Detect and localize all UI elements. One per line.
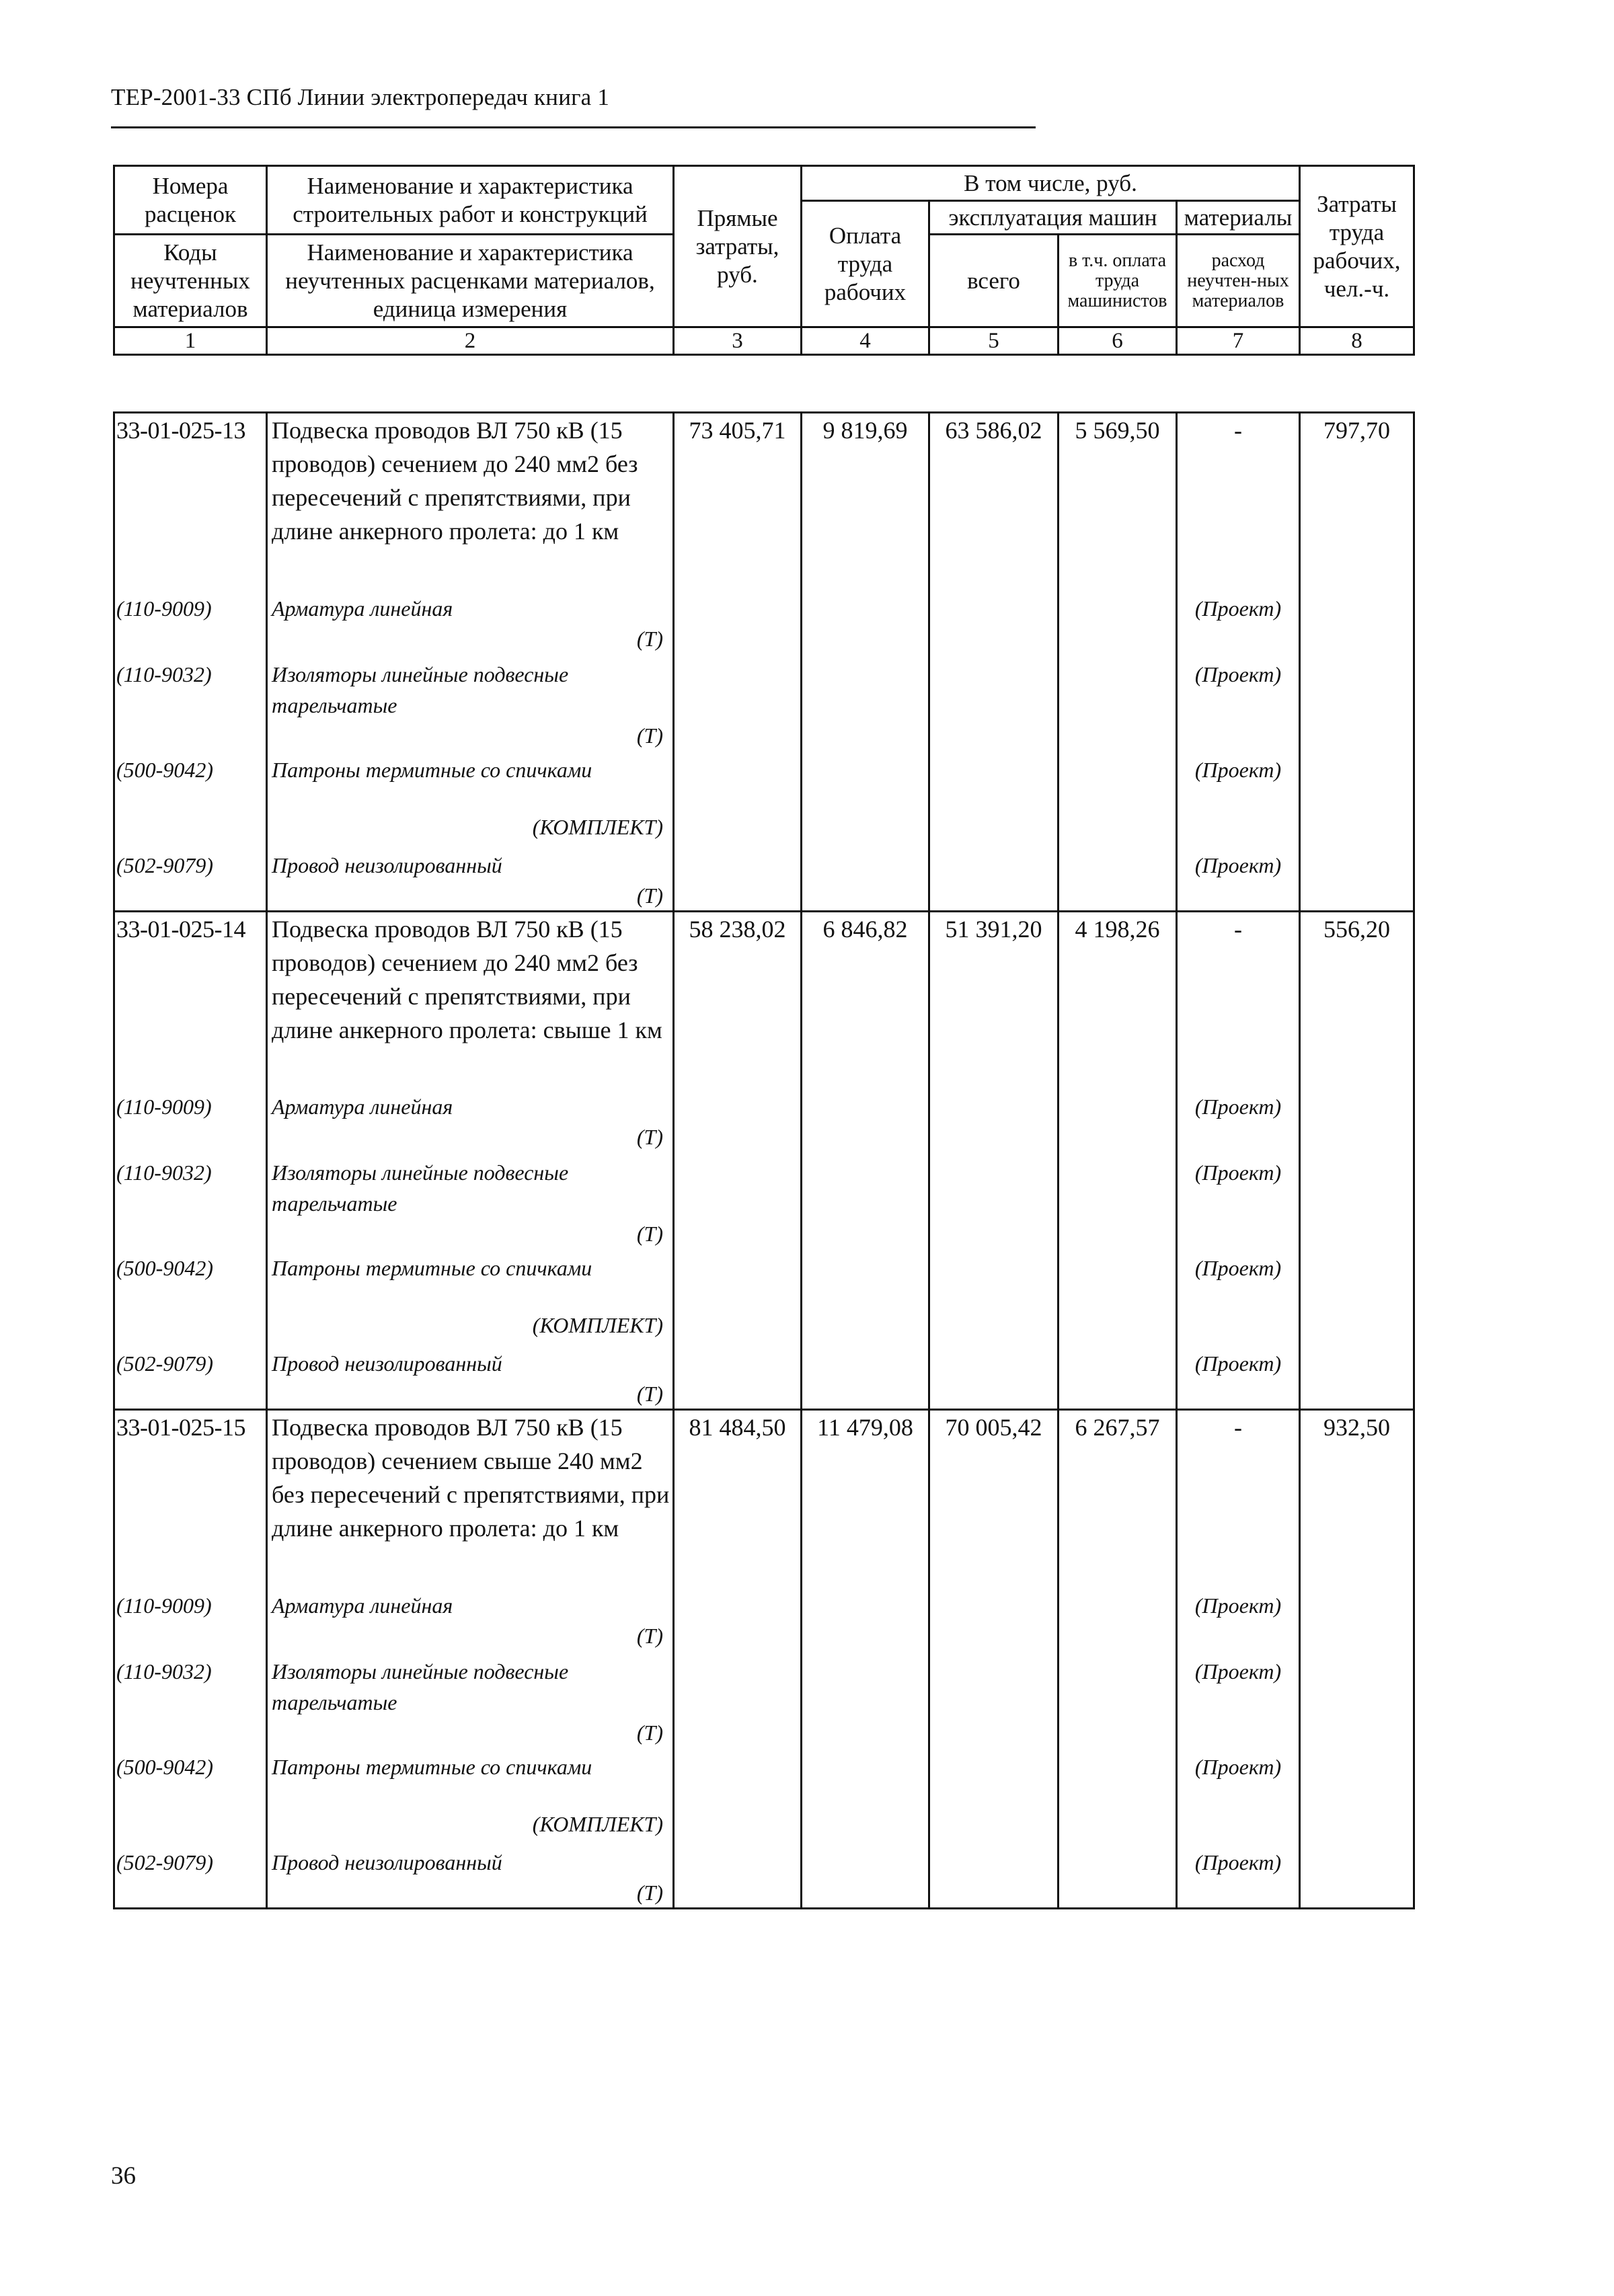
- empty-cell: [802, 1847, 929, 1909]
- material-row: [114, 1847, 1414, 1909]
- material-cell: [267, 1751, 674, 1847]
- material-cell: [267, 754, 674, 850]
- empty-cell: [674, 1348, 802, 1410]
- unaccounted-materials: -: [1177, 1410, 1300, 1590]
- labor-pay: 9 819,69: [802, 413, 929, 593]
- empty-cell: [802, 754, 929, 850]
- column-number: 5: [929, 327, 1059, 355]
- rate-code: 33-01-025-13: [114, 413, 267, 593]
- empty-cell: [1059, 850, 1177, 912]
- header-labor-pay: Оплата труда рабочих: [802, 201, 929, 327]
- material-row: [114, 1590, 1414, 1656]
- empty-cell: [674, 1091, 802, 1157]
- column-number: 4: [802, 327, 929, 355]
- material-name: Арматура линейная: [272, 596, 453, 621]
- material-cell: [267, 1348, 674, 1410]
- material-unit: (Т): [636, 1222, 663, 1246]
- material-row: [114, 593, 1414, 659]
- operators-pay: 5 569,50: [1059, 413, 1177, 593]
- empty-cell: [1059, 1091, 1177, 1157]
- empty-cell: [1059, 1590, 1177, 1656]
- empty-cell: [929, 1590, 1059, 1656]
- header-rule: [111, 126, 1036, 128]
- machines-total: 63 586,02: [929, 413, 1059, 593]
- material-unit: (Т): [636, 1382, 663, 1406]
- empty-cell: [1059, 1157, 1177, 1253]
- unaccounted-materials: -: [1177, 911, 1300, 1091]
- machines-total: 70 005,42: [929, 1410, 1059, 1590]
- empty-cell: [929, 659, 1059, 754]
- page-number: 36: [111, 2162, 136, 2190]
- material-unit: (Т): [636, 626, 663, 651]
- empty-cell: [929, 1847, 1059, 1909]
- empty-cell: [674, 659, 802, 754]
- labor-hours: 932,50: [1300, 1410, 1414, 1590]
- empty-cell: [1059, 1656, 1177, 1751]
- material-note: (Проект): [1177, 1656, 1300, 1751]
- material-unit: (КОМПЛЕКТ): [532, 814, 663, 839]
- direct-costs: 73 405,71: [674, 413, 802, 593]
- material-code: (502-9079): [114, 850, 267, 912]
- material-name: Патроны термитные со спичками: [272, 1754, 592, 1779]
- empty-cell: [1300, 1253, 1414, 1348]
- empty-cell: [929, 754, 1059, 850]
- material-cell: [267, 1656, 674, 1751]
- material-cell: [267, 1157, 674, 1253]
- empty-cell: [802, 1157, 929, 1253]
- material-note: (Проект): [1177, 1157, 1300, 1253]
- material-unit: (Т): [636, 1623, 663, 1648]
- material-cell: [267, 593, 674, 659]
- empty-cell: [1059, 1847, 1177, 1909]
- column-number: 7: [1177, 327, 1300, 355]
- material-name: Провод неизолированный: [272, 1351, 502, 1376]
- material-row: [114, 1348, 1414, 1410]
- empty-cell: [1059, 1348, 1177, 1410]
- material-unit: (Т): [636, 883, 663, 908]
- empty-cell: [1059, 1751, 1177, 1847]
- rates-table: [113, 411, 1415, 1909]
- empty-cell: [802, 1091, 929, 1157]
- operators-pay: 4 198,26: [1059, 911, 1177, 1091]
- material-note: (Проект): [1177, 1348, 1300, 1410]
- material-cell: [267, 850, 674, 912]
- material-unit: (КОМПЛЕКТ): [532, 1313, 663, 1337]
- column-number: 8: [1300, 327, 1414, 355]
- empty-cell: [1300, 1751, 1414, 1847]
- material-cell: [267, 1847, 674, 1909]
- empty-cell: [802, 593, 929, 659]
- material-code: (500-9042): [114, 1253, 267, 1348]
- material-cell: [267, 1590, 674, 1656]
- empty-cell: [802, 659, 929, 754]
- empty-cell: [1300, 1847, 1414, 1909]
- empty-cell: [674, 1751, 802, 1847]
- empty-cell: [929, 1656, 1059, 1751]
- operators-pay: 6 267,57: [1059, 1410, 1177, 1590]
- material-note: (Проект): [1177, 1847, 1300, 1909]
- direct-costs: 58 238,02: [674, 911, 802, 1091]
- header-labor-hours: Затраты труда рабочих, чел.-ч.: [1300, 166, 1414, 327]
- empty-cell: [1300, 1590, 1414, 1656]
- header-including: В том числе, руб.: [802, 166, 1300, 201]
- material-cell: [267, 1253, 674, 1348]
- header-direct-costs: Прямые затраты, руб.: [674, 166, 802, 327]
- header-material-names: Наименование и характеристика неучтенных расценками материалов, единица измерения: [267, 235, 674, 327]
- rate-title: Подвеска проводов ВЛ 750 кВ (15 проводов) сечением до 240 мм2 без пересечений с препятствиями, при длине анкерного пролета: свыше 1 км: [267, 911, 674, 1091]
- material-unit: (Т): [636, 1125, 663, 1149]
- material-row: [114, 659, 1414, 754]
- empty-cell: [674, 593, 802, 659]
- material-code: (110-9032): [114, 1157, 267, 1253]
- material-name: Изоляторы линейные подвесные тарельчатые: [272, 1659, 569, 1714]
- empty-cell: [674, 1656, 802, 1751]
- rate-code: 33-01-025-15: [114, 1410, 267, 1590]
- empty-cell: [1300, 659, 1414, 754]
- material-row: [114, 1656, 1414, 1751]
- empty-cell: [1300, 1157, 1414, 1253]
- material-note: (Проект): [1177, 659, 1300, 754]
- material-row: [114, 754, 1414, 850]
- material-code: (110-9009): [114, 593, 267, 659]
- material-note: (Проект): [1177, 850, 1300, 912]
- material-note: (Проект): [1177, 1751, 1300, 1847]
- empty-cell: [1300, 850, 1414, 912]
- empty-cell: [802, 1751, 929, 1847]
- empty-cell: [802, 1590, 929, 1656]
- empty-cell: [802, 1253, 929, 1348]
- direct-costs: 81 484,50: [674, 1410, 802, 1590]
- header-unaccounted-materials: расход неучтен-ных материалов: [1177, 235, 1300, 327]
- header-work-name: Наименование и характеристика строительных работ и конструкций: [267, 166, 674, 235]
- header-machines-total: всего: [929, 235, 1059, 327]
- material-code: (110-9009): [114, 1091, 267, 1157]
- material-note: (Проект): [1177, 1253, 1300, 1348]
- machines-total: 51 391,20: [929, 911, 1059, 1091]
- material-unit: (Т): [636, 723, 663, 748]
- material-cell: [267, 659, 674, 754]
- rate-row: [114, 911, 1414, 1091]
- rate-title: Подвеска проводов ВЛ 750 кВ (15 проводов) сечением до 240 мм2 без пересечений с препятствиями, при длине анкерного пролета: до 1 км: [267, 413, 674, 593]
- empty-cell: [1059, 1253, 1177, 1348]
- column-header-table: [113, 165, 1415, 356]
- material-name: Арматура линейная: [272, 1095, 453, 1119]
- material-name: Изоляторы линейные подвесные тарельчатые: [272, 662, 569, 717]
- empty-cell: [674, 1253, 802, 1348]
- header-material-codes: Коды неучтенных материалов: [114, 235, 267, 327]
- empty-cell: [1059, 659, 1177, 754]
- rate-code: 33-01-025-14: [114, 911, 267, 1091]
- empty-cell: [802, 1656, 929, 1751]
- labor-pay: 6 846,82: [802, 911, 929, 1091]
- empty-cell: [674, 1157, 802, 1253]
- material-code: (110-9032): [114, 1656, 267, 1751]
- material-note: (Проект): [1177, 754, 1300, 850]
- material-name: Провод неизолированный: [272, 1850, 502, 1874]
- empty-cell: [1300, 1656, 1414, 1751]
- column-number: 2: [267, 327, 674, 355]
- material-name: Патроны термитные со спичками: [272, 757, 592, 782]
- material-code: (110-9009): [114, 1590, 267, 1656]
- material-note: (Проект): [1177, 593, 1300, 659]
- material-name: Арматура линейная: [272, 1593, 453, 1618]
- material-code: (500-9042): [114, 754, 267, 850]
- material-name: Провод неизолированный: [272, 853, 502, 877]
- empty-cell: [674, 1590, 802, 1656]
- header-machines: эксплуатация машин: [929, 201, 1177, 235]
- empty-cell: [929, 593, 1059, 659]
- empty-cell: [802, 850, 929, 912]
- rate-title: Подвеска проводов ВЛ 750 кВ (15 проводов) сечением свыше 240 мм2 без пересечений с препятствиями, при длине анкерного пролета: до 1 км: [267, 1410, 674, 1590]
- header-rate-number: Номера расценок: [114, 166, 267, 235]
- labor-hours: 797,70: [1300, 413, 1414, 593]
- unaccounted-materials: -: [1177, 413, 1300, 593]
- material-row: [114, 1253, 1414, 1348]
- empty-cell: [1059, 593, 1177, 659]
- material-row: [114, 1091, 1414, 1157]
- empty-cell: [929, 1091, 1059, 1157]
- material-note: (Проект): [1177, 1091, 1300, 1157]
- running-head: ТЕР-2001-33 СПб Линии электропередач книга 1: [111, 84, 610, 110]
- column-number: 6: [1059, 327, 1177, 355]
- material-note: (Проект): [1177, 1590, 1300, 1656]
- empty-cell: [929, 1751, 1059, 1847]
- empty-cell: [1300, 1348, 1414, 1410]
- material-code: (502-9079): [114, 1847, 267, 1909]
- material-code: (502-9079): [114, 1348, 267, 1410]
- empty-cell: [674, 850, 802, 912]
- material-unit: (Т): [636, 1720, 663, 1745]
- empty-cell: [929, 1253, 1059, 1348]
- empty-cell: [674, 1847, 802, 1909]
- empty-cell: [674, 754, 802, 850]
- empty-cell: [1059, 754, 1177, 850]
- header-operators-pay: в т.ч. оплата труда машинистов: [1059, 235, 1177, 327]
- column-number: 3: [674, 327, 802, 355]
- labor-hours: 556,20: [1300, 911, 1414, 1091]
- empty-cell: [929, 1348, 1059, 1410]
- material-unit: (КОМПЛЕКТ): [532, 1811, 663, 1836]
- material-row: [114, 850, 1414, 912]
- material-row: [114, 1157, 1414, 1253]
- column-number: 1: [114, 327, 267, 355]
- material-row: [114, 1751, 1414, 1847]
- empty-cell: [929, 850, 1059, 912]
- empty-cell: [802, 1348, 929, 1410]
- empty-cell: [1300, 593, 1414, 659]
- empty-cell: [929, 1157, 1059, 1253]
- rate-row: [114, 1410, 1414, 1590]
- material-code: (500-9042): [114, 1751, 267, 1847]
- labor-pay: 11 479,08: [802, 1410, 929, 1590]
- empty-cell: [1300, 754, 1414, 850]
- header-materials: материалы: [1177, 201, 1300, 235]
- material-cell: [267, 1091, 674, 1157]
- material-name: Изоляторы линейные подвесные тарельчатые: [272, 1160, 569, 1216]
- material-unit: (Т): [636, 1880, 663, 1905]
- empty-cell: [1300, 1091, 1414, 1157]
- material-code: (110-9032): [114, 659, 267, 754]
- material-name: Патроны термитные со спичками: [272, 1256, 592, 1280]
- rate-row: [114, 413, 1414, 593]
